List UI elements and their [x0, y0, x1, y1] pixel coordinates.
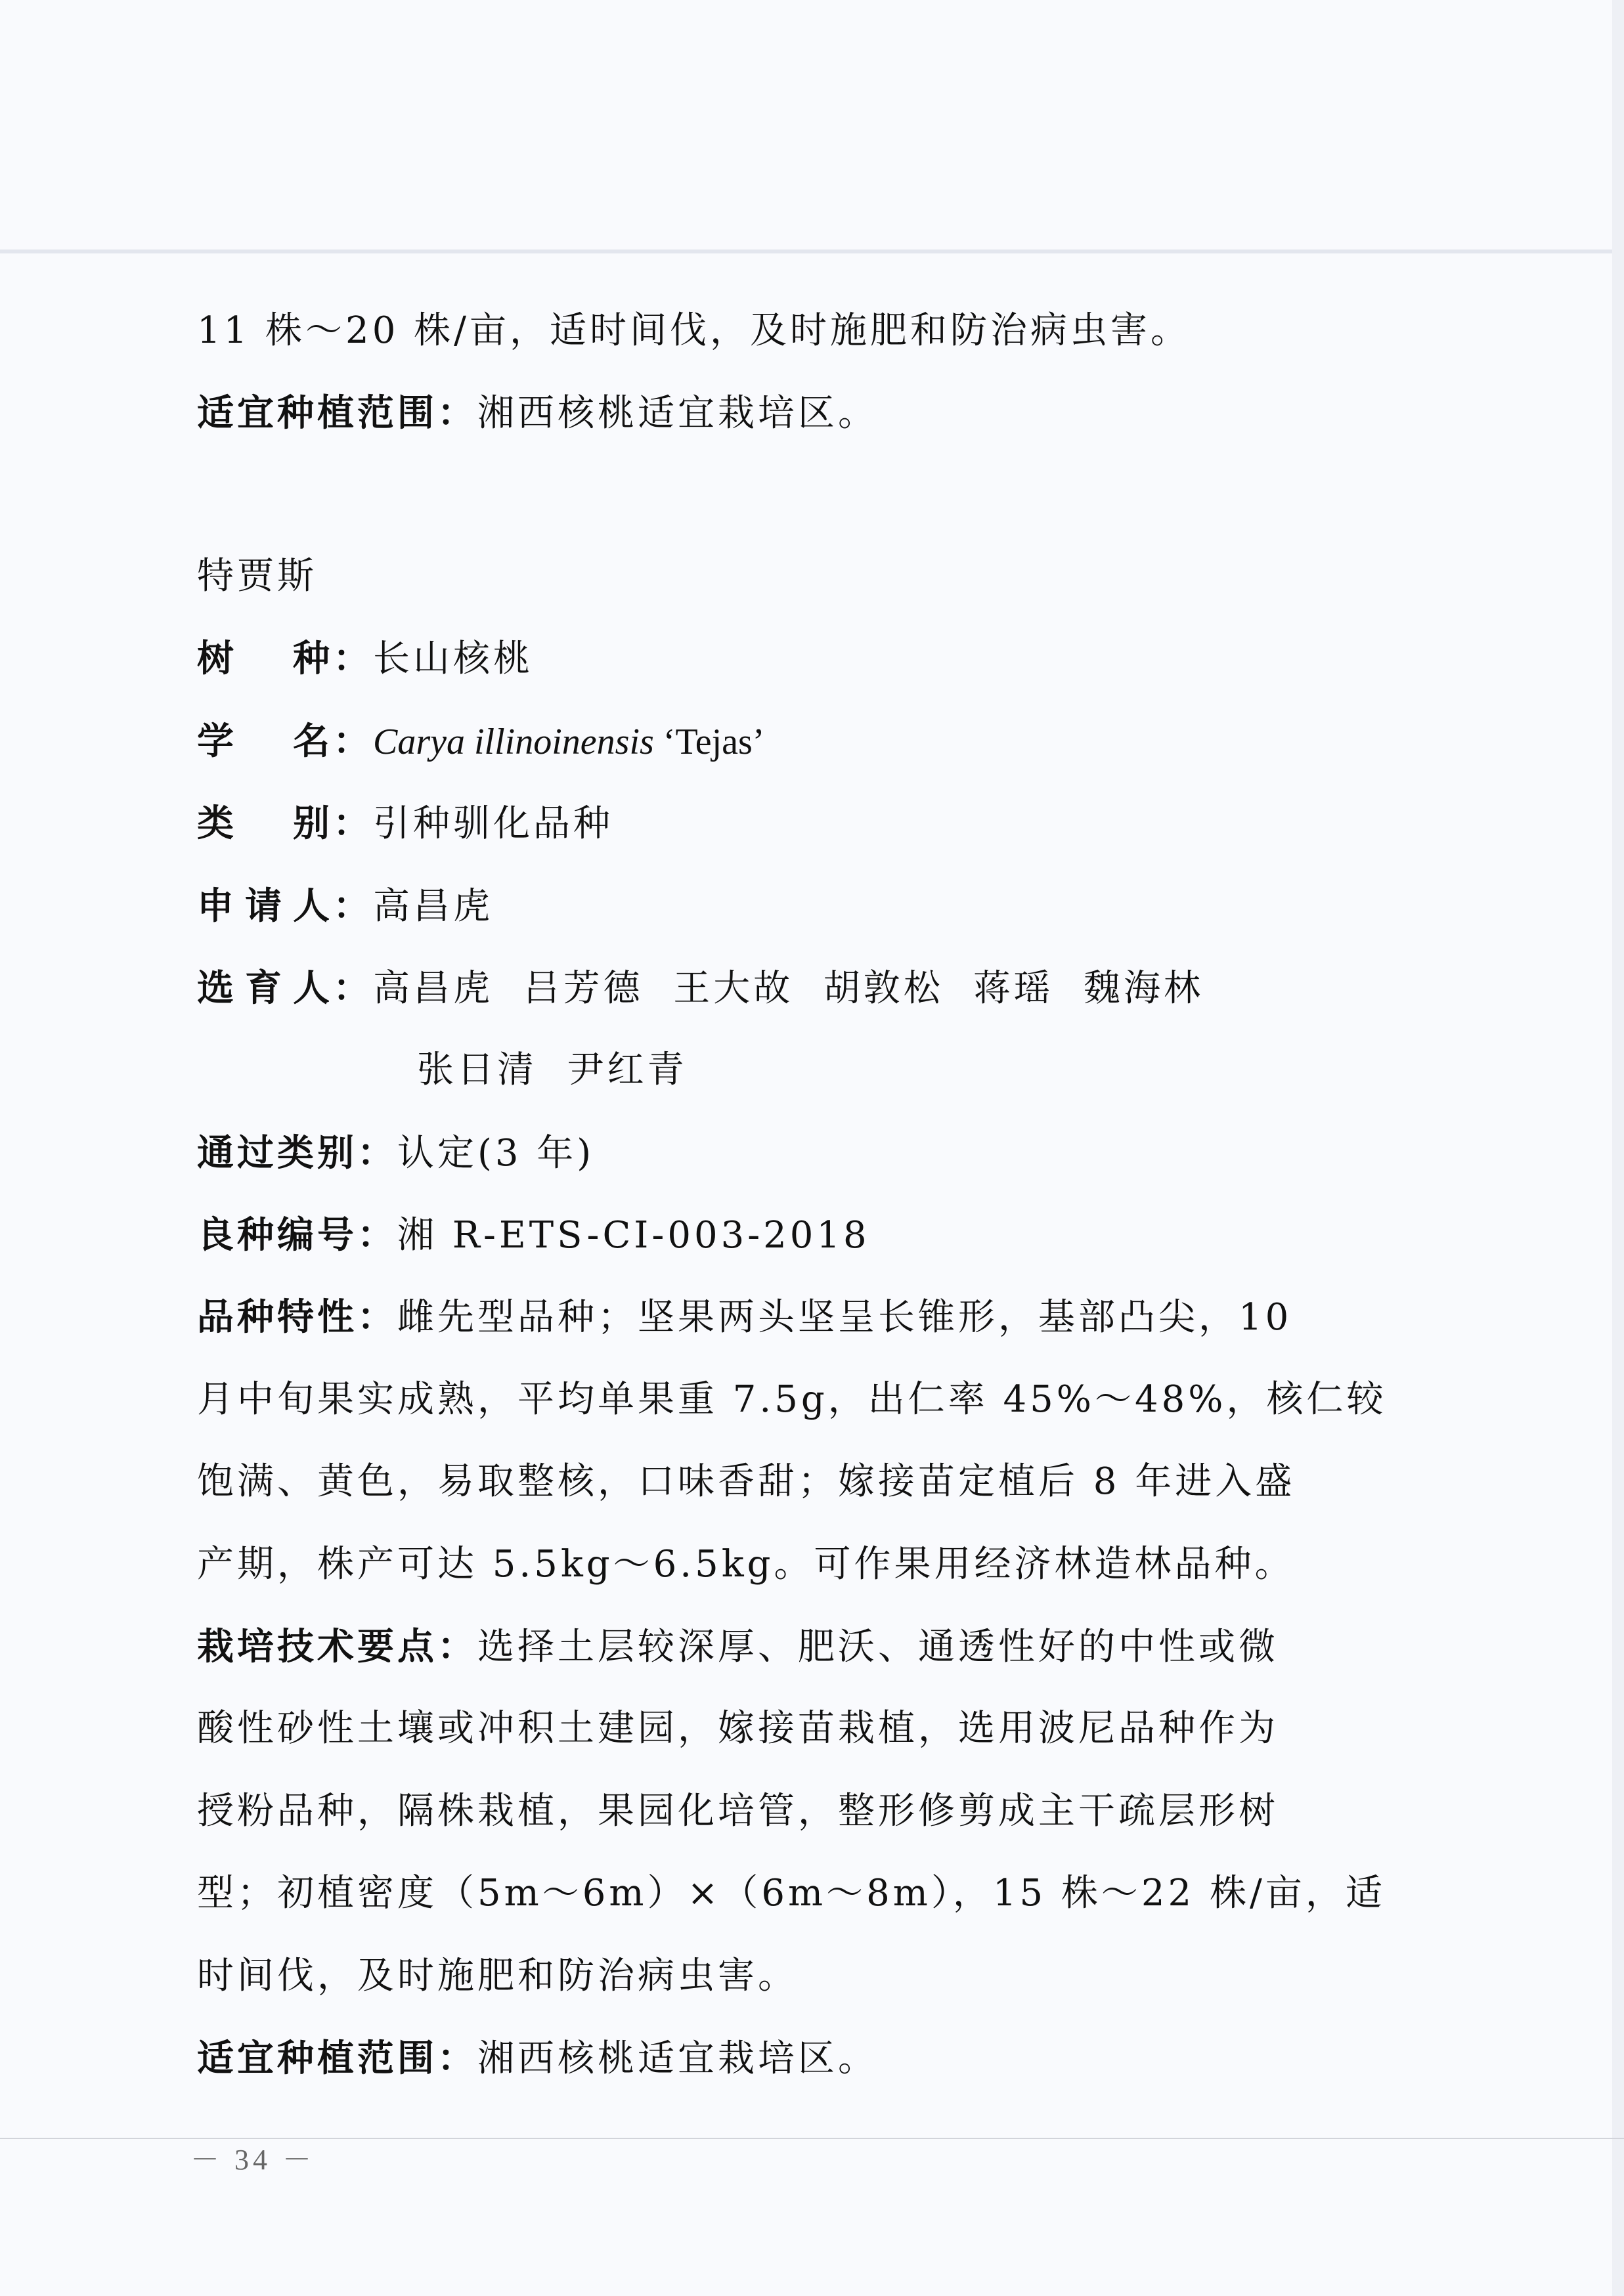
- entry-title: 特贾斯: [197, 555, 317, 597]
- tech-line-2: 酸性砂性土壤或冲积土建园，嫁接苗栽植，选用波尼品种作为: [197, 1707, 1279, 1750]
- approval-label: 通过类别：: [197, 1131, 397, 1175]
- scientific-name: Carya illinoinensis: [373, 722, 654, 762]
- range-label: 适宜种植范围：: [197, 2037, 477, 2080]
- code-value: 湘 R-ETS-CI-003-2018: [397, 1214, 870, 1257]
- tech-line-5: 时间伐，及时施肥和防治病虫害。: [197, 1955, 798, 1997]
- applicant-line: [197, 880, 493, 933]
- page-number: － 34 －: [190, 2144, 315, 2176]
- traits-label: 品种特性：: [197, 1295, 397, 1339]
- code-label: 良种编号：: [197, 1213, 397, 1257]
- category-label: 类 别：: [197, 802, 373, 845]
- breeders-value: 高昌虎 吕芳德 王大故 胡敦松 蒋瑶 魏海林: [373, 967, 1204, 1010]
- traits-line-4: 产期，株产可达 5.5kg～6.5kg。可作果用经济林造林品种。: [197, 1543, 1295, 1586]
- scientific-name-label: 学 名：: [197, 720, 373, 763]
- footer-divider: [0, 2138, 1624, 2139]
- range-value: 湘西核桃适宜栽培区。: [477, 392, 878, 435]
- approval-line: [197, 1127, 594, 1180]
- scientific-name-line: [197, 715, 764, 768]
- category-line: [197, 797, 613, 850]
- species-line: [197, 632, 533, 685]
- breeders-label: 选 育 人：: [197, 966, 373, 1010]
- traits-line-1: [197, 1291, 1292, 1344]
- code-line: [197, 1209, 870, 1262]
- approval-value: 认定(3 年): [397, 1132, 595, 1175]
- traits-line-3: 饱满、黄色，易取整核，口味香甜；嫁接苗定植后 8 年进入盛: [197, 1460, 1296, 1503]
- range-value: 湘西核桃适宜栽培区。: [477, 2037, 878, 2080]
- category-value: 引种驯化品种: [373, 802, 613, 845]
- tech-line-4: 型；初植密度（5m～6m）×（6m～8m），15 株～22 株/亩，适: [197, 1872, 1386, 1915]
- previous-range-line: [197, 387, 878, 440]
- traits-text: 雌先型品种；坚果两头坚呈长锥形，基部凸尖，10: [397, 1296, 1292, 1339]
- breeders-line: [197, 962, 1204, 1015]
- range-label: 适宜种植范围：: [197, 391, 477, 435]
- scan-shadow: [0, 249, 1624, 253]
- breeders-continued: 张日清 尹红青: [417, 1049, 688, 1091]
- traits-line-2: 月中旬果实成熟，平均单果重 7.5g，出仁率 45%～48%，核仁较: [197, 1378, 1387, 1421]
- range-line: [197, 2032, 878, 2085]
- page-edge: [1612, 0, 1624, 2296]
- cultivar-name: ‘Tejas’: [653, 722, 765, 762]
- previous-entry-tail: 11 株～20 株/亩，适时间伐，及时施肥和防治病虫害。: [197, 309, 1191, 352]
- applicant-value: 高昌虎: [373, 885, 493, 928]
- applicant-label: 申 请 人：: [197, 884, 373, 928]
- tech-label: 栽培技术要点：: [197, 1625, 477, 1668]
- tech-line-3: 授粉品种，隔株栽植，果园化培管，整形修剪成主干疏层形树: [197, 1790, 1279, 1832]
- tech-text: 选择土层较深厚、肥沃、通透性好的中性或微: [477, 1626, 1279, 1668]
- tech-line-1: [197, 1620, 1279, 1674]
- species-label: 树 种：: [197, 637, 373, 680]
- species-value: 长山核桃: [373, 638, 533, 680]
